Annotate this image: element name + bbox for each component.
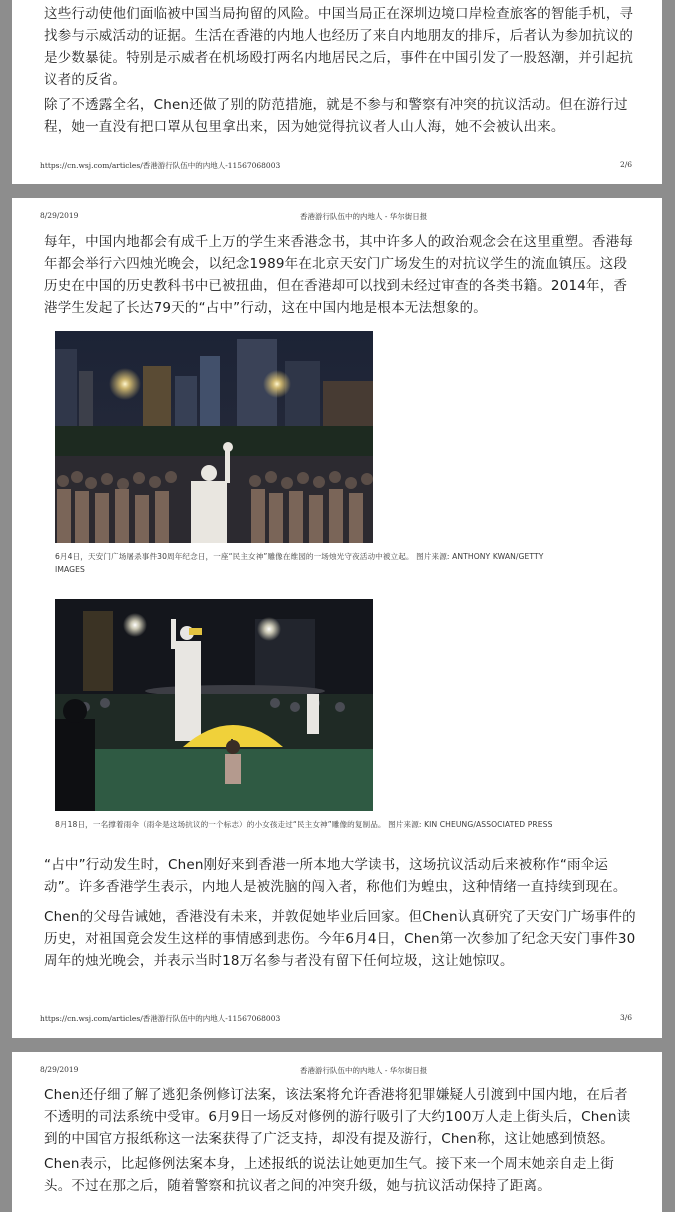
vigil-photo [55, 331, 373, 543]
pdf-page-2 [12, 0, 662, 184]
header-date: 8/29/2019 [40, 211, 79, 220]
article-paragraph: Chen还仔细了解了逃犯条例修订法案，该法案将允许香港将犯罪嫌疑人引渡到中国内地，在后者不透明的司法系统中受审。6月9日一场反对修例的游行吸引了大约100万人走上街头后，Chen读到的中国官方报纸称这一法案获得了广泛支持，却没有提及游行，Chen称，这让她感到愤怒。 [44, 1087, 631, 1147]
header-title: 香港游行队伍中的内地人 - 华尔街日报 [300, 1066, 428, 1075]
footer-url[interactable]: https://cn.wsj.com/articles/香港游行队伍中的内地人-11567068003 [40, 1014, 281, 1023]
umbrella-photo [55, 599, 373, 811]
photo-caption: 8月18日，一名撑着雨伞（雨伞是这场抗议的一个标志）的小女孩走过“民主女神”雕像的复制品。 图片来源: KIN CHEUNG/ASSOCIATED PRESS [55, 820, 553, 829]
footer-url[interactable]: https://cn.wsj.com/articles/香港游行队伍中的内地人-11567068003 [40, 161, 281, 170]
article-paragraph: Chen的父母告诫她，香港没有未来，并敦促她毕业后回家。但Chen认真研究了天安门广场事件的历史，对祖国竟会发生这样的事情感到悲伤。今年6月4日，Chen第一次参加了纪念天安门事件30周年的烛光晚会，并表示当时18万名参与者没有留下任何垃圾，这让她惊叹。 [44, 909, 636, 969]
pdf-page-3 [12, 198, 662, 1038]
photo-caption: 6月4日，天安门广场屠杀事件30周年纪念日，一座“民主女神”雕像在维园的一场烛光守夜活动中被立起。 图片来源: ANTHONY KWAN/GETTY IMAGES [55, 552, 544, 574]
article-paragraph: 这些行动使他们面临被中国当局拘留的风险。中国当局正在深圳边境口岸检查旅客的智能手机，寻找参与示威活动的证据。生活在香港的内地人也经历了来自内地朋友的排斥，后者认为参加抗议的是少数暴徒。特别是示威者在机场殴打两名内地居民之后，事件在中国引发了一股怒潮，并引起抗议者的反省。 [44, 6, 634, 88]
article-paragraph: 每年，中国内地都会有成千上万的学生来香港念书，其中许多人的政治观念会在这里重塑。香港每年都会举行六四烛光晚会，以纪念1989年在北京天安门广场发生的对抗议学生的流血镇压。这段历史在中国的历史教科书中已被扭曲，但在香港却可以找到未经过审查的各类书籍。2014年，香港学生发起了长达79天的“占中”行动，这在中国内地是根本无法想象的。 [44, 234, 634, 316]
article-paragraph: 除了不透露全名，Chen还做了别的防范措施，就是不参与和警察有冲突的抗议活动。但在游行过程，她一直没有把口罩从包里拿出来，因为她觉得抗议者人山人海，她不会被认出来。 [44, 97, 628, 135]
article-paragraph: Chen表示，比起修例法案本身，上述报纸的说法让她更加生气。接下来一个周末她亲自走上街头。不过在那之后，随着警察和抗议者之间的冲突升级，她与抗议活动保持了距离。 [44, 1156, 614, 1194]
footer-page-number: 3/6 [620, 1013, 633, 1022]
header-title: 香港游行队伍中的内地人 - 华尔街日报 [300, 212, 428, 221]
footer-page-number: 2/6 [620, 160, 633, 169]
header-date: 8/29/2019 [40, 1065, 79, 1074]
pdf-page-4 [12, 1052, 662, 1212]
article-paragraph: “占中”行动发生时，Chen刚好来到香港一所本地大学读书，这场抗议活动后来被称作“雨伞运动”。许多香港学生表示，内地人是被洗脑的闯入者，称他们为蝗虫，这种情绪一直持续到现在。 [44, 857, 627, 895]
